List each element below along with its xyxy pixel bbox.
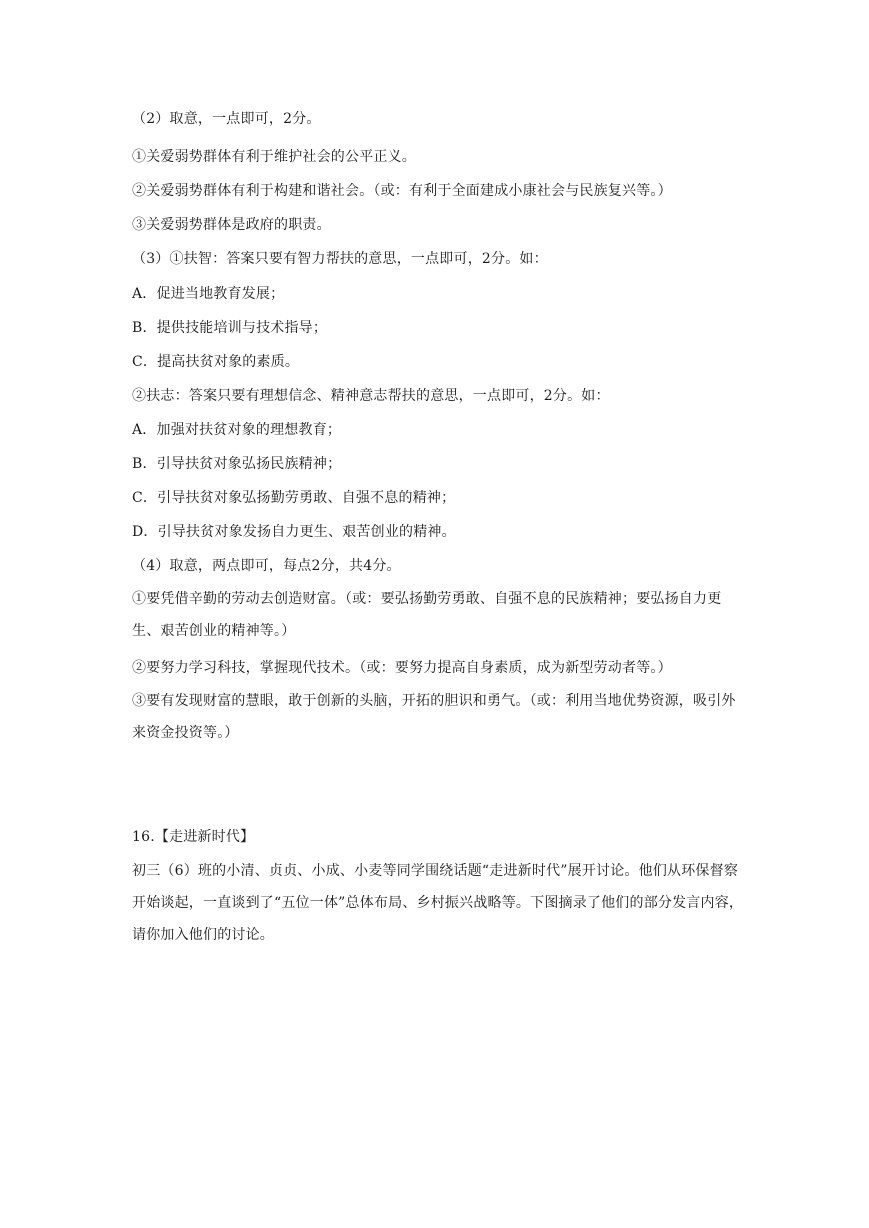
- part3-header: （3）①扶智：答案只要有智力帮扶的意思，一点即可，2分。如：: [132, 251, 548, 267]
- part4-item-1: ①要凭借辛勤的劳动去创造财富。（或：要弘扬勤劳勇敢、自强不息的民族精神；要弘扬自力更生、艰苦创业的精神等。）: [132, 591, 722, 639]
- part3-zhi-item-b: B．提供技能培训与技术指导；: [132, 320, 328, 336]
- part3-zhi2-item-d: D．引导扶贫对象发扬自力更生、艰苦创业的精神。: [132, 524, 456, 540]
- part3-zhi-item-c: C．提高扶贫对象的素质。: [132, 354, 300, 370]
- part3-zhi2-item-a: A．加强对扶贫对象的理想教育；: [132, 422, 342, 438]
- part4-header: （4）取意，两点即可，每点2分，共4分。: [132, 558, 401, 574]
- part2-item-1: ①关爱弱势群体有利于维护社会的公平正义。: [132, 149, 416, 165]
- part4-item-3: ③要有发现财富的慧眼，敢于创新的头脑，开拓的胆识和勇气。（或：利用当地优势资源，吸引外来资金投资等。）: [132, 693, 736, 741]
- part3-zhi2-item-c: C．引导扶贫对象弘扬勤劳勇敢、自强不息的精神；: [132, 490, 456, 506]
- part3-zhi-item-a: A．促进当地教育发展；: [132, 286, 285, 302]
- part3-zhi2-header: ②扶志：答案只要有理想信念、精神意志帮扶的意思，一点即可，2分。如：: [132, 388, 610, 404]
- part3-zhi2-item-b: B．引导扶贫对象弘扬民族精神；: [132, 456, 342, 472]
- question16-title: 16.【走进新时代】: [132, 829, 255, 845]
- part2-item-2: ②关爱弱势群体有利于构建和谐社会。（或：有利于全面建成小康社会与民族复兴等。）: [132, 183, 672, 199]
- question16-body: 初三（6）班的小清、贞贞、小成、小麦等同学围绕话题“走进新时代”展开讨论。他们从环保督察开始谈起，一直谈到了“五位一体”总体布局、乡村振兴战略等。下图摘录了他们的部分发言内容，请你加入他们的讨论。: [132, 863, 744, 943]
- part2-item-3: ③关爱弱势群体是政府的职责。: [132, 217, 331, 233]
- part4-item-2: ②要努力学习科技，掌握现代技术。（或：要努力提高自身素质，成为新型劳动者等。）: [132, 660, 672, 676]
- part2-header: （2）取意，一点即可，2分。: [132, 111, 321, 127]
